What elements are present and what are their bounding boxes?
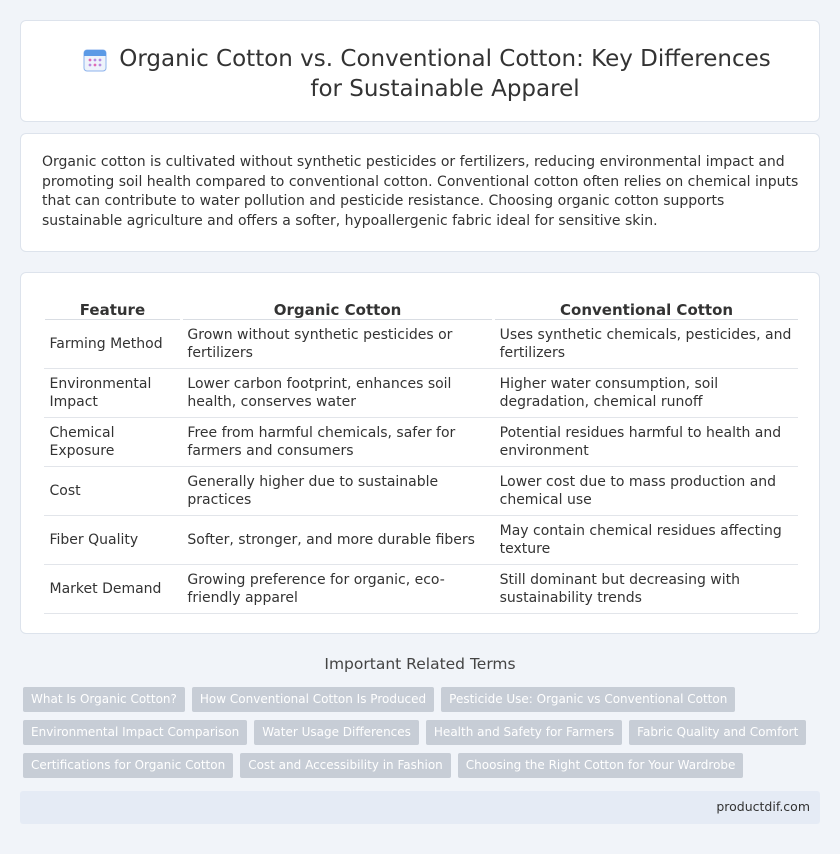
cell-organic: Softer, stronger, and more durable fibers <box>181 515 493 564</box>
tag-health-safety[interactable]: Health and Safety for Farmers <box>426 720 622 745</box>
table-row <box>44 466 799 515</box>
header-conventional: Conventional Cotton <box>494 295 798 319</box>
tag-row <box>23 720 823 745</box>
cell-feature: Cost <box>44 466 182 515</box>
tag-row <box>23 687 823 712</box>
header-organic: Organic Cotton <box>181 295 493 319</box>
tag-certifications[interactable]: Certifications for Organic Cotton <box>23 753 233 778</box>
tag-water-usage[interactable]: Water Usage Differences <box>254 720 419 745</box>
page-title: Organic Cotton vs. Conventional Cotton: Key Differences for Sustainable Apparel <box>119 46 771 102</box>
intro-card <box>20 133 820 252</box>
intro-paragraph: Organic cotton is cultivated without synthetic pesticides or fertilizers, reducing environmental impact and promoting soil health compared to conventional cotton. Conventional cotton often relies on chemical inputs that can contribute to water pollution and pesticide resistance. Choosing organic cotton supports sustainable agriculture and offers a softer, hypoallergenic fabric ideal for sensitive skin. <box>42 154 799 229</box>
cell-organic: Lower carbon footprint, enhances soil health, conserves water <box>181 368 493 417</box>
table-row <box>44 417 799 466</box>
cell-feature: Farming Method <box>44 319 182 368</box>
table-row <box>44 319 799 368</box>
title-card <box>20 20 820 122</box>
tag-conventional-cotton-production[interactable]: How Conventional Cotton Is Produced <box>192 687 434 712</box>
cell-conventional: Uses synthetic chemicals, pesticides, and fertilizers <box>494 319 798 368</box>
footer <box>20 791 820 824</box>
comparison-table <box>42 295 798 614</box>
cell-organic: Growing preference for organic, eco-friendly apparel <box>181 564 493 613</box>
related-terms-heading: Important Related Terms <box>324 655 516 673</box>
footer-site-name[interactable]: productdif.com <box>716 799 810 814</box>
cell-conventional: Lower cost due to mass production and chemical use <box>494 466 798 515</box>
cell-feature: Chemical Exposure <box>44 417 182 466</box>
header-feature: Feature <box>44 295 182 319</box>
cell-feature: Environmental Impact <box>44 368 182 417</box>
table-row <box>44 515 799 564</box>
cell-organic: Grown without synthetic pesticides or fertilizers <box>181 319 493 368</box>
table-header-row <box>44 295 799 319</box>
cell-organic: Free from harmful chemicals, safer for farmers and consumers <box>181 417 493 466</box>
tag-row <box>23 753 823 778</box>
related-terms-list <box>23 687 823 786</box>
cell-organic: Generally higher due to sustainable practices <box>181 466 493 515</box>
table-row <box>44 368 799 417</box>
cell-conventional: Potential residues harmful to health and environment <box>494 417 798 466</box>
tag-what-is-organic-cotton[interactable]: What Is Organic Cotton? <box>23 687 185 712</box>
cell-conventional: May contain chemical residues affecting texture <box>494 515 798 564</box>
cell-conventional: Still dominant but decreasing with sustainability trends <box>494 564 798 613</box>
tag-environmental-impact[interactable]: Environmental Impact Comparison <box>23 720 247 745</box>
tag-fabric-quality[interactable]: Fabric Quality and Comfort <box>629 720 806 745</box>
comparison-card <box>20 272 820 634</box>
cell-feature: Fiber Quality <box>44 515 182 564</box>
table-row <box>44 564 799 613</box>
tag-pesticide-use[interactable]: Pesticide Use: Organic vs Conventional Cotton <box>441 687 735 712</box>
tag-cost-accessibility[interactable]: Cost and Accessibility in Fashion <box>240 753 451 778</box>
cell-conventional: Higher water consumption, soil degradation, chemical runoff <box>494 368 798 417</box>
tag-choosing-cotton[interactable]: Choosing the Right Cotton for Your Wardrobe <box>458 753 744 778</box>
cell-feature: Market Demand <box>44 564 182 613</box>
